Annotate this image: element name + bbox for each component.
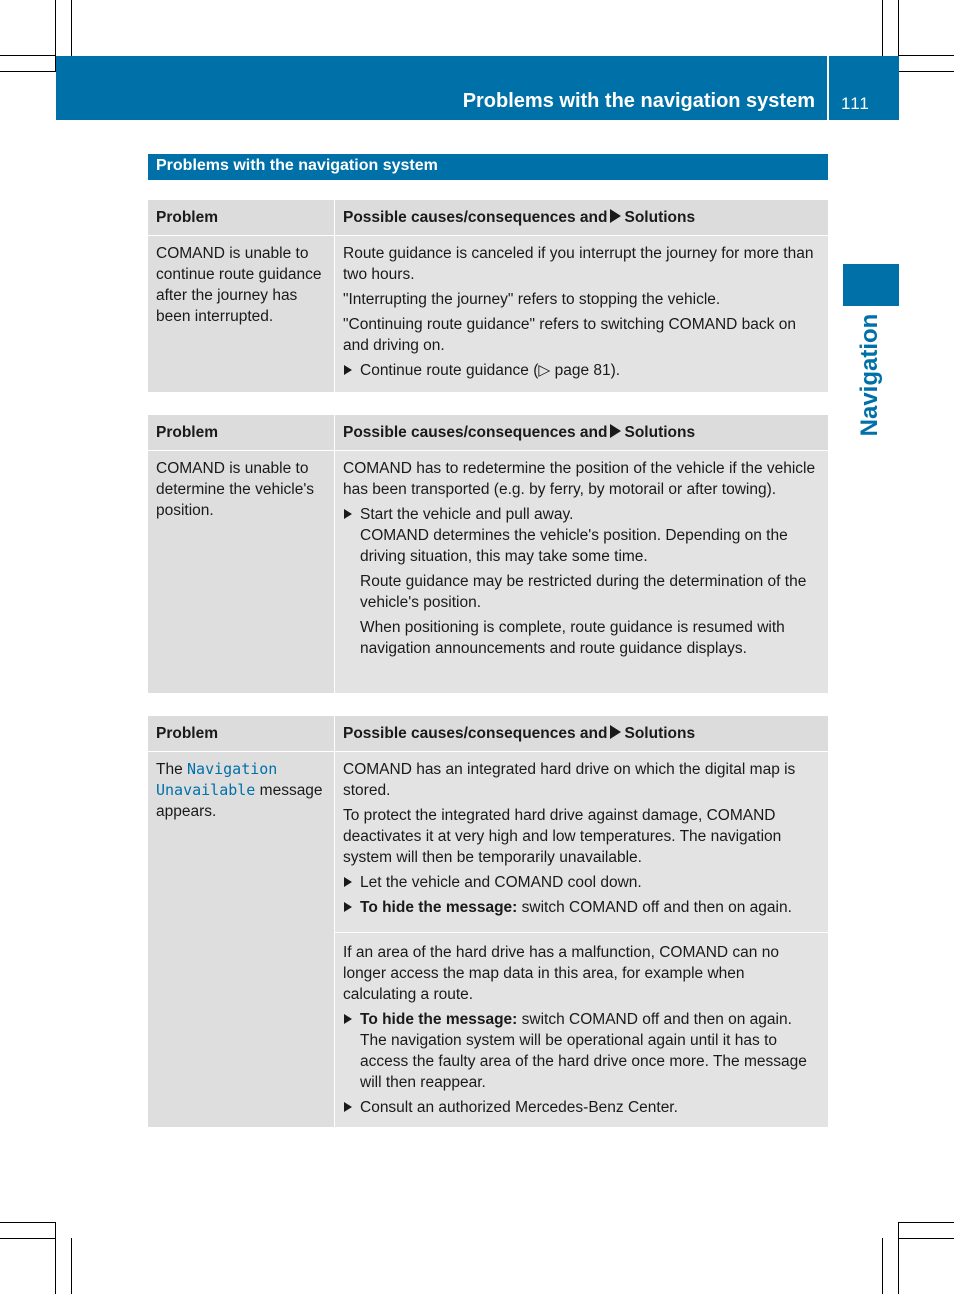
- arrow-right-icon: [610, 209, 621, 223]
- problem-cell: COMAND is unable to determine the vehicle's position.: [148, 451, 334, 693]
- crop-mark: [55, 1222, 56, 1294]
- bullet-triangle-icon: [344, 365, 352, 375]
- crop-mark: [0, 55, 56, 56]
- header-causes: Possible causes/consequences and Solutions: [334, 200, 828, 235]
- solution-cell: Route guidance is canceled if you interrupt the journey for more than two hours. "Interrupting the journey" refers to stopping the vehicle. "Continuing route guidance" refers to switching COMAND back on and driving on. Continue route guidance (▷ page 81).: [334, 236, 828, 392]
- crop-mark: [882, 0, 883, 56]
- page-number: 111: [841, 94, 870, 113]
- table-row: [148, 450, 828, 693]
- bullet-triangle-icon: [344, 509, 352, 519]
- table-header-row: [148, 200, 828, 235]
- crop-mark: [899, 55, 954, 56]
- table-header-row: [148, 415, 828, 450]
- problem-cell: The Navigation Unavailable message appears.: [148, 752, 334, 1127]
- crop-mark: [899, 1222, 954, 1223]
- list-item: Consult an authorized Mercedes-Benz Center.: [343, 1097, 820, 1118]
- crop-mark: [898, 1222, 899, 1294]
- crop-mark: [0, 71, 56, 72]
- arrow-right-icon: [610, 424, 621, 438]
- list-item: Start the vehicle and pull away.: [343, 504, 820, 525]
- header-causes: Possible causes/consequences and Solutions: [334, 415, 828, 450]
- crop-mark: [899, 71, 954, 72]
- section-title: Problems with the navigation system: [148, 154, 828, 180]
- table-row: [148, 235, 828, 392]
- arrow-right-icon: [610, 725, 621, 739]
- header-causes: Possible causes/consequences and Solutions: [334, 716, 828, 751]
- crop-mark: [71, 1238, 72, 1294]
- crop-mark: [0, 1238, 56, 1239]
- crop-mark: [71, 0, 72, 56]
- problem-cell: COMAND is unable to continue route guidance after the journey has been interrupted.: [148, 236, 334, 392]
- solution-cell: COMAND has an integrated hard drive on which the digital map is stored. To protect the integrated hard drive against damage, COMAND deactivates it at very high and low temperatures. The navigation system will then be temporarily unavailable. Let the vehicle and COMAND cool down. To hide the message: switch COMAND off and then on again.: [334, 752, 828, 932]
- table-header-row: [148, 716, 828, 751]
- display-message-code: Navigation Unavailable: [156, 760, 278, 799]
- list-item: To hide the message: switch COMAND off and then on again.: [343, 1009, 820, 1030]
- bullet-triangle-icon: [344, 902, 352, 912]
- solution-cell: If an area of the hard drive has a malfunction, COMAND can no longer access the map data in this area, for example when calculating a route. To hide the message: switch COMAND off and then on again. The navigation system will be operational again until it has to access the faulty area of the hard drive once more. The message will then reappear. Consult an authorized Mercedes-Benz Center.: [334, 932, 828, 1127]
- list-item: Continue route guidance (▷ page 81).: [343, 360, 820, 381]
- page-number-box: [829, 56, 899, 120]
- solution-column: [334, 752, 828, 1127]
- header-problem: Problem: [148, 200, 334, 235]
- chapter-label: Navigation: [856, 313, 883, 437]
- running-header: [56, 56, 827, 120]
- crop-mark: [0, 1222, 56, 1223]
- problem-table-1: [148, 200, 828, 392]
- header-problem: Problem: [148, 716, 334, 751]
- bullet-triangle-icon: [344, 877, 352, 887]
- problem-table-2: [148, 415, 828, 693]
- crop-mark: [899, 1238, 954, 1239]
- chapter-tab: [843, 264, 899, 306]
- table-row: [148, 751, 828, 1127]
- running-header-title: Problems with the navigation system: [462, 90, 815, 112]
- bullet-triangle-icon: [344, 1102, 352, 1112]
- bullet-triangle-icon: [344, 1014, 352, 1024]
- list-item: To hide the message: switch COMAND off and then on again.: [343, 897, 820, 918]
- header-problem: Problem: [148, 415, 334, 450]
- list-item: Let the vehicle and COMAND cool down.: [343, 872, 820, 893]
- solution-cell: COMAND has to redetermine the position of the vehicle if the vehicle has been transported (e.g. by ferry, by motorail or after towing). Start the vehicle and pull away. COMAND determines the vehicle's position. Depending on the driving situation, this may take some time. Route guidance may be restricted during the determination of the vehicle's position. When positioning is complete, route guidance is resumed with navigation announcements and route guidance displays.: [334, 451, 828, 693]
- crop-mark: [882, 1238, 883, 1294]
- problem-table-3: [148, 716, 828, 1127]
